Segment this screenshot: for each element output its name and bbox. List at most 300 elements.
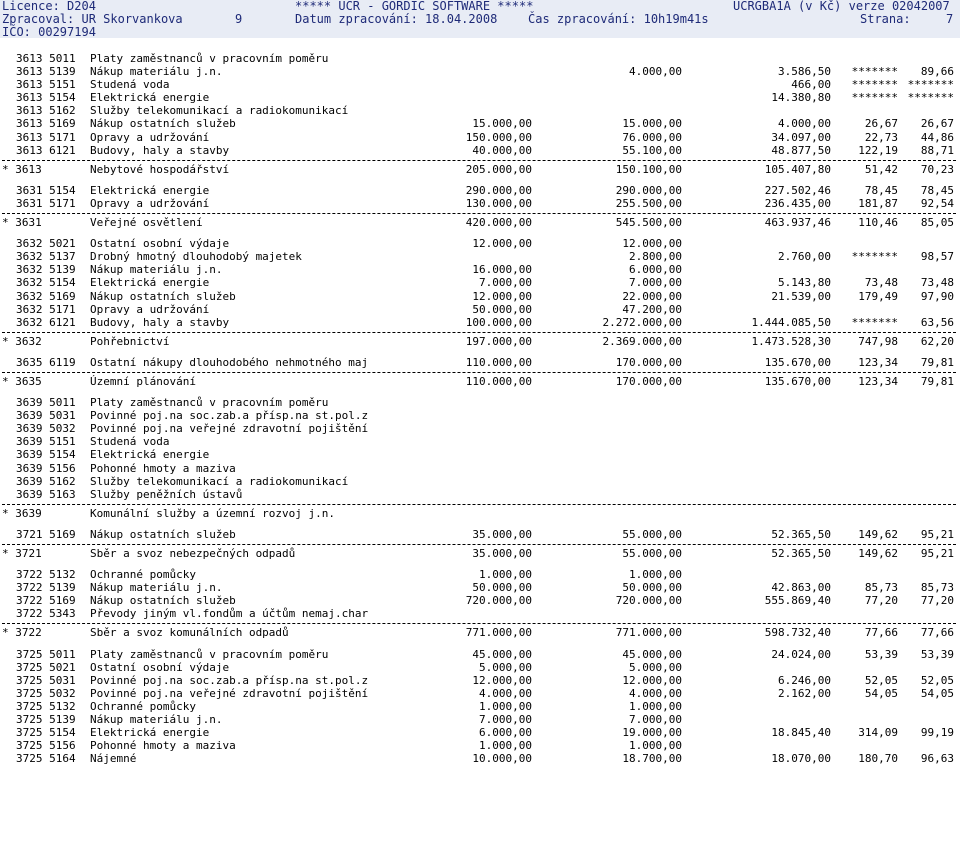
account-code: 3725 5032 bbox=[16, 686, 76, 700]
account-code: * 3639 bbox=[2, 506, 42, 520]
adjusted-budget: 1.000,00 bbox=[629, 699, 682, 713]
account-code: 3639 5154 bbox=[16, 448, 76, 462]
table-row bbox=[0, 78, 960, 91]
item-name: Opravy a udržování bbox=[90, 130, 210, 144]
table-row bbox=[0, 316, 960, 329]
item-name: Platy zaměstnanců v pracovním poměru bbox=[90, 647, 329, 661]
item-name: Nákup ostatních služeb bbox=[90, 117, 236, 131]
approved-budget: 5.000,00 bbox=[479, 660, 532, 674]
approved-budget: 12.000,00 bbox=[472, 237, 532, 251]
table-row bbox=[0, 131, 960, 144]
table-row bbox=[0, 237, 960, 250]
adjusted-budget: 170.000,00 bbox=[615, 355, 682, 369]
table-row bbox=[0, 661, 960, 674]
item-name: Opravy a udržování bbox=[90, 302, 210, 316]
percent-of-adjusted: 77,20 bbox=[920, 594, 954, 608]
percent-of-adjusted: 98,57 bbox=[920, 250, 954, 264]
percent-of-adjusted: 77,66 bbox=[920, 626, 954, 640]
table-row bbox=[0, 700, 960, 713]
adjusted-budget: 18.700,00 bbox=[622, 752, 682, 766]
subtotal-row bbox=[0, 216, 960, 229]
percent-of-approved: 123,34 bbox=[858, 355, 898, 369]
table-row bbox=[0, 674, 960, 687]
percent-of-approved: 110,46 bbox=[858, 216, 898, 230]
item-name: Ostatní osobní výdaje bbox=[90, 660, 230, 674]
approved-budget: 12.000,00 bbox=[472, 673, 532, 687]
item-name: Sběr a svoz nebezpečných odpadů bbox=[90, 547, 296, 560]
account-code: 3639 5156 bbox=[16, 461, 76, 475]
table-row bbox=[0, 713, 960, 726]
account-code: 3722 5139 bbox=[16, 581, 76, 595]
actual-value: 1.473.528,30 bbox=[751, 334, 831, 348]
account-code: 3613 5139 bbox=[16, 65, 76, 79]
actual-value: 18.845,40 bbox=[771, 726, 831, 740]
percent-of-adjusted: 95,21 bbox=[920, 547, 954, 560]
percent-of-adjusted: 95,21 bbox=[920, 527, 954, 541]
actual-value: 105.407,80 bbox=[764, 162, 831, 176]
item-name: Služby peněžních ústavů bbox=[90, 487, 243, 501]
table-row bbox=[0, 739, 960, 752]
item-name: Drobný hmotný dlouhodobý majetek bbox=[90, 250, 302, 264]
percent-of-approved: 22,73 bbox=[864, 130, 898, 144]
blank-spacer bbox=[0, 229, 960, 237]
percent-of-approved: 54,05 bbox=[864, 686, 898, 700]
table-row bbox=[0, 568, 960, 581]
percent-of-adjusted: 79,81 bbox=[920, 355, 954, 369]
approved-budget: 7.000,00 bbox=[479, 713, 532, 727]
actual-value: 5.143,80 bbox=[778, 276, 831, 290]
table-row bbox=[0, 409, 960, 422]
adjusted-budget: 2.800,00 bbox=[629, 250, 682, 264]
item-name: Veřejné osvětlení bbox=[90, 216, 203, 230]
percent-of-adjusted: ******* bbox=[907, 78, 954, 92]
approved-budget: 12.000,00 bbox=[472, 289, 532, 303]
adjusted-budget: 6.000,00 bbox=[629, 263, 682, 277]
approved-budget: 290.000,00 bbox=[465, 183, 532, 197]
item-name: Povinné poj.na soc.zab.a přísp.na st.pol.z bbox=[90, 673, 369, 687]
approved-budget: 197.000,00 bbox=[465, 334, 532, 348]
blank-spacer bbox=[0, 640, 960, 648]
item-name: Nákup ostatních služeb bbox=[90, 594, 236, 608]
percent-of-adjusted: 85,73 bbox=[920, 581, 954, 595]
account-code: 3635 6119 bbox=[16, 355, 76, 369]
approved-budget: 150.000,00 bbox=[465, 130, 532, 144]
product-title: ***** UCR - GORDIC SOFTWARE ***** bbox=[295, 0, 534, 13]
item-name: Elektrická energie bbox=[90, 448, 210, 462]
account-code: 3632 5169 bbox=[16, 289, 76, 303]
approved-budget: 130.000,00 bbox=[465, 196, 532, 210]
item-name: Nákup ostatních služeb bbox=[90, 527, 236, 541]
page-label: Strana: bbox=[860, 12, 911, 26]
adjusted-budget: 720.000,00 bbox=[615, 594, 682, 608]
actual-value: 236.435,00 bbox=[764, 196, 831, 210]
account-code: 3725 5154 bbox=[16, 726, 76, 740]
percent-of-approved: ******* bbox=[851, 65, 898, 79]
item-name: Povinné poj.na veřejné zdravotní pojištění bbox=[90, 422, 369, 436]
approved-budget: 205.000,00 bbox=[465, 162, 532, 176]
item-name: Nájemné bbox=[90, 752, 137, 766]
item-name: Pohonné hmoty a maziva bbox=[90, 739, 236, 753]
item-name: Budovy, haly a stavby bbox=[90, 143, 230, 157]
item-name: Ostatní nákupy dlouhodobého nehmotného maj bbox=[90, 355, 369, 369]
account-code: 3632 5021 bbox=[16, 237, 76, 251]
table-row bbox=[0, 475, 960, 488]
adjusted-budget: 255.500,00 bbox=[615, 196, 682, 210]
percent-of-approved: 149,62 bbox=[858, 527, 898, 541]
table-row bbox=[0, 250, 960, 263]
item-name: Převody jiným vl.fondům a účtům nemaj.char bbox=[90, 607, 369, 621]
account-code: * 3631 bbox=[2, 216, 42, 230]
subtotal-row bbox=[0, 626, 960, 639]
approved-budget: 35.000,00 bbox=[472, 527, 532, 541]
account-code: * 3721 bbox=[2, 547, 42, 560]
subtotal-row bbox=[0, 547, 960, 560]
table-row bbox=[0, 290, 960, 303]
item-name: Elektrická energie bbox=[90, 91, 210, 105]
adjusted-budget: 1.000,00 bbox=[629, 739, 682, 753]
item-name: Nákup ostatních služeb bbox=[90, 289, 236, 303]
item-name: Nákup materiálu j.n. bbox=[90, 713, 223, 727]
processing-time: Čas zpracování: 10h19m41s bbox=[528, 12, 709, 26]
account-code: 3639 5151 bbox=[16, 435, 76, 449]
account-code: 3725 5156 bbox=[16, 739, 76, 753]
actual-value: 555.869,40 bbox=[764, 594, 831, 608]
table-row bbox=[0, 488, 960, 501]
percent-of-approved: 85,73 bbox=[864, 581, 898, 595]
report-id: UCRGBA1A (v Kč) verze 02042007 bbox=[733, 0, 950, 13]
table-row bbox=[0, 263, 960, 276]
adjusted-budget: 7.000,00 bbox=[629, 713, 682, 727]
licence-label: Licence: D204 bbox=[2, 0, 96, 13]
approved-budget: 16.000,00 bbox=[472, 263, 532, 277]
actual-value: 52.365,50 bbox=[771, 527, 831, 541]
table-row bbox=[0, 303, 960, 316]
table-row bbox=[0, 276, 960, 289]
actual-value: 463.937,46 bbox=[764, 216, 831, 230]
percent-of-approved: ******* bbox=[851, 250, 898, 264]
account-code: 3639 5011 bbox=[16, 396, 76, 410]
account-code: * 3635 bbox=[2, 374, 42, 388]
adjusted-budget: 22.000,00 bbox=[622, 289, 682, 303]
percent-of-approved: 77,66 bbox=[864, 626, 898, 640]
account-code: 3725 5031 bbox=[16, 673, 76, 687]
percent-of-adjusted: 63,56 bbox=[920, 315, 954, 329]
item-name: Platy zaměstnanců v pracovním poměru bbox=[90, 52, 329, 65]
percent-of-approved: 26,67 bbox=[864, 117, 898, 131]
adjusted-budget: 2.369.000,00 bbox=[602, 334, 682, 348]
account-code: 3721 5169 bbox=[16, 527, 76, 541]
actual-value: 18.070,00 bbox=[771, 752, 831, 766]
actual-value: 21.539,00 bbox=[771, 289, 831, 303]
table-row bbox=[0, 752, 960, 765]
percent-of-approved: 314,09 bbox=[858, 726, 898, 740]
percent-of-approved: 181,87 bbox=[858, 196, 898, 210]
blank-spacer bbox=[0, 560, 960, 568]
percent-of-approved: 78,45 bbox=[864, 183, 898, 197]
actual-value: 135.670,00 bbox=[764, 374, 831, 388]
table-row bbox=[0, 52, 960, 65]
percent-of-adjusted: ******* bbox=[907, 91, 954, 105]
table-row bbox=[0, 462, 960, 475]
account-code: 3722 5169 bbox=[16, 594, 76, 608]
percent-of-approved: 149,62 bbox=[858, 547, 898, 560]
item-name: Služby telekomunikací a radiokomunikací bbox=[90, 474, 349, 488]
table-row bbox=[0, 104, 960, 117]
processor-number: 9 bbox=[235, 12, 243, 26]
actual-value: 48.877,50 bbox=[771, 143, 831, 157]
approved-budget: 1.000,00 bbox=[479, 699, 532, 713]
percent-of-adjusted: 26,67 bbox=[920, 117, 954, 131]
account-code: 3722 5132 bbox=[16, 568, 76, 582]
item-name: Opravy a udržování bbox=[90, 196, 210, 210]
percent-of-adjusted: 85,05 bbox=[920, 216, 954, 230]
item-name: Povinné poj.na veřejné zdravotní pojištění bbox=[90, 686, 369, 700]
account-code: 3613 5154 bbox=[16, 91, 76, 105]
percent-of-adjusted: 92,54 bbox=[920, 196, 954, 210]
account-code: * 3632 bbox=[2, 334, 42, 348]
account-code: 3639 5031 bbox=[16, 409, 76, 423]
actual-value: 34.097,00 bbox=[771, 130, 831, 144]
item-name: Elektrická energie bbox=[90, 726, 210, 740]
account-code: 3639 5032 bbox=[16, 422, 76, 436]
item-name: Nákup materiálu j.n. bbox=[90, 581, 223, 595]
percent-of-adjusted: 79,81 bbox=[920, 374, 954, 388]
percent-of-approved: 747,98 bbox=[858, 334, 898, 348]
report-body bbox=[0, 52, 960, 765]
item-name: Územní plánování bbox=[90, 374, 196, 388]
item-name: Nákup materiálu j.n. bbox=[90, 65, 223, 79]
blank-spacer bbox=[0, 348, 960, 356]
approved-budget: 110.000,00 bbox=[465, 355, 532, 369]
percent-of-approved: 77,20 bbox=[864, 594, 898, 608]
adjusted-budget: 19.000,00 bbox=[622, 726, 682, 740]
blank-spacer bbox=[0, 176, 960, 184]
adjusted-budget: 55.000,00 bbox=[622, 547, 682, 560]
table-row bbox=[0, 396, 960, 409]
processed-by: Zpracoval: UR Skorvankova bbox=[2, 12, 183, 26]
item-name: Pohřebnictví bbox=[90, 334, 170, 348]
account-code: 3632 6121 bbox=[16, 315, 76, 329]
account-code: 3725 5164 bbox=[16, 752, 76, 766]
account-code: 3725 5011 bbox=[16, 647, 76, 661]
adjusted-budget: 50.000,00 bbox=[622, 581, 682, 595]
approved-budget: 15.000,00 bbox=[472, 117, 532, 131]
item-name: Studená voda bbox=[90, 78, 170, 92]
percent-of-adjusted: 88,71 bbox=[920, 143, 954, 157]
actual-value: 227.502,46 bbox=[764, 183, 831, 197]
adjusted-budget: 47.200,00 bbox=[622, 302, 682, 316]
table-row bbox=[0, 528, 960, 541]
subtotal-row bbox=[0, 375, 960, 388]
percent-of-approved: ******* bbox=[851, 315, 898, 329]
adjusted-budget: 76.000,00 bbox=[622, 130, 682, 144]
approved-budget: 40.000,00 bbox=[472, 143, 532, 157]
approved-budget: 50.000,00 bbox=[472, 581, 532, 595]
percent-of-adjusted: 89,66 bbox=[920, 65, 954, 79]
percent-of-adjusted: 44,86 bbox=[920, 130, 954, 144]
percent-of-approved: 73,48 bbox=[864, 276, 898, 290]
item-name: Nebytové hospodářství bbox=[90, 162, 230, 176]
table-row bbox=[0, 648, 960, 661]
item-name: Elektrická energie bbox=[90, 276, 210, 290]
item-name: Komunální služby a územní rozvoj j.n. bbox=[90, 506, 336, 520]
actual-value: 598.732,40 bbox=[764, 626, 831, 640]
account-code: 3613 5162 bbox=[16, 104, 76, 118]
item-name: Nákup materiálu j.n. bbox=[90, 263, 223, 277]
approved-budget: 4.000,00 bbox=[479, 686, 532, 700]
table-row bbox=[0, 607, 960, 620]
actual-value: 14.380,80 bbox=[771, 91, 831, 105]
actual-value: 1.444.085,50 bbox=[751, 315, 831, 329]
account-code: 3639 5162 bbox=[16, 474, 76, 488]
actual-value: 2.162,00 bbox=[778, 686, 831, 700]
item-name: Sběr a svoz komunálních odpadů bbox=[90, 626, 289, 640]
percent-of-approved: 123,34 bbox=[858, 374, 898, 388]
approved-budget: 45.000,00 bbox=[472, 647, 532, 661]
account-code: 3631 5171 bbox=[16, 196, 76, 210]
account-code: 3631 5154 bbox=[16, 183, 76, 197]
adjusted-budget: 55.100,00 bbox=[622, 143, 682, 157]
account-code: 3632 5171 bbox=[16, 302, 76, 316]
adjusted-budget: 45.000,00 bbox=[622, 647, 682, 661]
approved-budget: 50.000,00 bbox=[472, 302, 532, 316]
item-name: Platy zaměstnanců v pracovním poměru bbox=[90, 396, 329, 410]
item-name: Studená voda bbox=[90, 435, 170, 449]
actual-value: 135.670,00 bbox=[764, 355, 831, 369]
percent-of-adjusted: 52,05 bbox=[920, 673, 954, 687]
account-code: 3613 5151 bbox=[16, 78, 76, 92]
adjusted-budget: 771.000,00 bbox=[615, 626, 682, 640]
ico-label: IČO: 00297194 bbox=[2, 25, 96, 39]
adjusted-budget: 170.000,00 bbox=[615, 374, 682, 388]
actual-value: 2.760,00 bbox=[778, 250, 831, 264]
table-row bbox=[0, 687, 960, 700]
adjusted-budget: 5.000,00 bbox=[629, 660, 682, 674]
actual-value: 24.024,00 bbox=[771, 647, 831, 661]
percent-of-adjusted: 73,48 bbox=[920, 276, 954, 290]
table-row bbox=[0, 581, 960, 594]
table-row bbox=[0, 726, 960, 739]
adjusted-budget: 12.000,00 bbox=[622, 237, 682, 251]
table-row bbox=[0, 144, 960, 157]
adjusted-budget: 15.000,00 bbox=[622, 117, 682, 131]
account-code: 3632 5154 bbox=[16, 276, 76, 290]
account-code: 3613 5171 bbox=[16, 130, 76, 144]
adjusted-budget: 150.100,00 bbox=[615, 162, 682, 176]
table-row bbox=[0, 422, 960, 435]
actual-value: 6.246,00 bbox=[778, 673, 831, 687]
approved-budget: 1.000,00 bbox=[479, 568, 532, 582]
table-row bbox=[0, 117, 960, 130]
percent-of-approved: 53,39 bbox=[864, 647, 898, 661]
approved-budget: 720.000,00 bbox=[465, 594, 532, 608]
account-code: 3722 5343 bbox=[16, 607, 76, 621]
percent-of-adjusted: 78,45 bbox=[920, 183, 954, 197]
item-name: Služby telekomunikací a radiokomunikací bbox=[90, 104, 349, 118]
actual-value: 52.365,50 bbox=[771, 547, 831, 560]
approved-budget: 6.000,00 bbox=[479, 726, 532, 740]
approved-budget: 10.000,00 bbox=[472, 752, 532, 766]
adjusted-budget: 545.500,00 bbox=[615, 216, 682, 230]
approved-budget: 110.000,00 bbox=[465, 374, 532, 388]
adjusted-budget: 2.272.000,00 bbox=[602, 315, 682, 329]
account-code: 3632 5137 bbox=[16, 250, 76, 264]
account-code: 3613 5011 bbox=[16, 52, 76, 65]
approved-budget: 100.000,00 bbox=[465, 315, 532, 329]
account-code: 3725 5139 bbox=[16, 713, 76, 727]
blank-spacer bbox=[0, 520, 960, 528]
adjusted-budget: 4.000,00 bbox=[629, 65, 682, 79]
approved-budget: 1.000,00 bbox=[479, 739, 532, 753]
adjusted-budget: 12.000,00 bbox=[622, 673, 682, 687]
item-name: Budovy, haly a stavby bbox=[90, 315, 230, 329]
actual-value: 4.000,00 bbox=[778, 117, 831, 131]
item-name: Ochranné pomůcky bbox=[90, 699, 196, 713]
table-row bbox=[0, 594, 960, 607]
percent-of-adjusted: 97,90 bbox=[920, 289, 954, 303]
adjusted-budget: 1.000,00 bbox=[629, 568, 682, 582]
actual-value: 466,00 bbox=[791, 78, 831, 92]
processing-date: Datum zpracování: 18.04.2008 bbox=[295, 12, 498, 26]
item-name: Povinné poj.na soc.zab.a přísp.na st.pol.z bbox=[90, 409, 369, 423]
item-name: Pohonné hmoty a maziva bbox=[90, 461, 236, 475]
report-header bbox=[0, 0, 960, 38]
item-name: Elektrická energie bbox=[90, 183, 210, 197]
percent-of-approved: 51,42 bbox=[864, 162, 898, 176]
adjusted-budget: 7.000,00 bbox=[629, 276, 682, 290]
page-number: 7 bbox=[946, 12, 954, 26]
account-code: 3639 5163 bbox=[16, 487, 76, 501]
approved-budget: 35.000,00 bbox=[472, 547, 532, 560]
percent-of-approved: 122,19 bbox=[858, 143, 898, 157]
account-code: 3632 5139 bbox=[16, 263, 76, 277]
percent-of-approved: 52,05 bbox=[864, 673, 898, 687]
adjusted-budget: 290.000,00 bbox=[615, 183, 682, 197]
subtotal-row bbox=[0, 335, 960, 348]
account-code: 3725 5132 bbox=[16, 699, 76, 713]
percent-of-adjusted: 53,39 bbox=[920, 647, 954, 661]
table-row bbox=[0, 448, 960, 461]
percent-of-adjusted: 62,20 bbox=[920, 334, 954, 348]
table-row bbox=[0, 65, 960, 78]
account-code: 3725 5021 bbox=[16, 660, 76, 674]
percent-of-adjusted: 70,23 bbox=[920, 162, 954, 176]
table-row bbox=[0, 197, 960, 210]
item-name: Ostatní osobní výdaje bbox=[90, 237, 230, 251]
actual-value: 3.586,50 bbox=[778, 65, 831, 79]
percent-of-approved: 180,70 bbox=[858, 752, 898, 766]
table-row bbox=[0, 91, 960, 104]
account-code: * 3722 bbox=[2, 626, 42, 640]
account-code: 3613 5169 bbox=[16, 117, 76, 131]
adjusted-budget: 55.000,00 bbox=[622, 527, 682, 541]
account-code: * 3613 bbox=[2, 162, 42, 176]
subtotal-row bbox=[0, 163, 960, 176]
account-code: 3613 6121 bbox=[16, 143, 76, 157]
percent-of-approved: ******* bbox=[851, 91, 898, 105]
table-row bbox=[0, 435, 960, 448]
percent-of-approved: ******* bbox=[851, 78, 898, 92]
percent-of-adjusted: 54,05 bbox=[920, 686, 954, 700]
approved-budget: 7.000,00 bbox=[479, 276, 532, 290]
approved-budget: 771.000,00 bbox=[465, 626, 532, 640]
actual-value: 42.863,00 bbox=[771, 581, 831, 595]
blank-spacer bbox=[0, 388, 960, 396]
adjusted-budget: 4.000,00 bbox=[629, 686, 682, 700]
item-name: Ochranné pomůcky bbox=[90, 568, 196, 582]
subtotal-row bbox=[0, 507, 960, 520]
table-row bbox=[0, 356, 960, 369]
